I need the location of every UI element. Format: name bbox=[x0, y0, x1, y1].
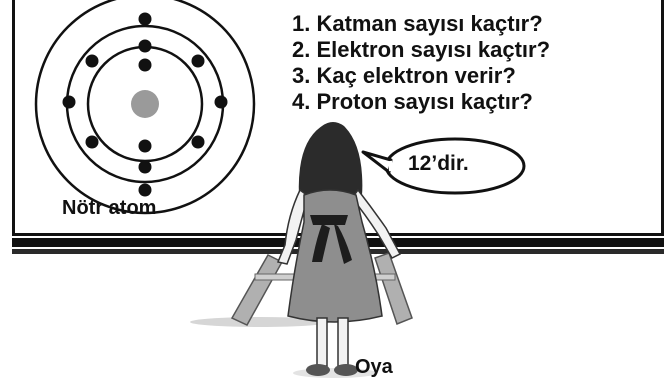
electron bbox=[63, 96, 76, 109]
electron bbox=[139, 13, 152, 26]
electron bbox=[139, 40, 152, 53]
electron bbox=[139, 184, 152, 197]
character-name: Oya bbox=[355, 356, 393, 378]
electron bbox=[86, 55, 99, 68]
question-4: 4. Proton sayısı kaçtır? bbox=[292, 89, 533, 114]
electron bbox=[192, 55, 205, 68]
electron bbox=[215, 96, 228, 109]
atom-model bbox=[36, 0, 254, 213]
question-2: 2. Elektron sayısı kaçtır? bbox=[292, 37, 551, 62]
atom-label: Nötr atom bbox=[62, 197, 157, 219]
electron bbox=[139, 140, 152, 153]
speech-answer: 12’dir. bbox=[408, 152, 469, 175]
question-3: 3. Kaç elektron verir? bbox=[292, 63, 516, 88]
electron bbox=[86, 136, 99, 149]
electron bbox=[192, 136, 205, 149]
nucleus bbox=[131, 90, 159, 118]
electron bbox=[139, 161, 152, 174]
question-1: 1. Katman sayısı kaçtır? bbox=[292, 11, 543, 36]
electron bbox=[139, 59, 152, 72]
